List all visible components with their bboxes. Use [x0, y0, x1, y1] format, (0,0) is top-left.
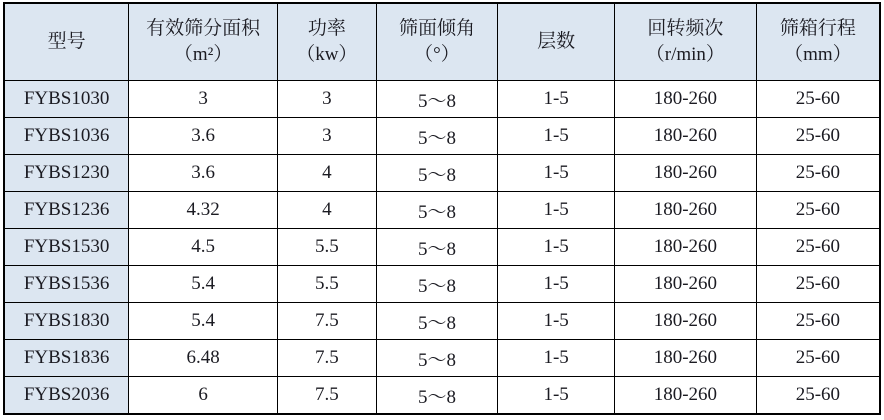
column-unit: （mm） [784, 44, 852, 65]
table-row [4, 81, 880, 118]
cell-model: FYBS1230 [4, 155, 129, 192]
column-unit: （m²） [173, 44, 233, 65]
cell: 5～8 [376, 192, 498, 229]
table-row [4, 340, 880, 377]
column-header-7 [756, 3, 880, 81]
cell: 1-5 [498, 118, 615, 155]
table-header [4, 3, 880, 81]
cell: 3.6 [129, 155, 278, 192]
cell: 180-260 [614, 118, 756, 155]
cell: 1-5 [498, 192, 615, 229]
cell: 25-60 [756, 377, 880, 415]
column-header-6 [614, 3, 756, 81]
cell: 5.5 [278, 229, 377, 266]
column-title: 功率 [307, 18, 346, 40]
cell: 6.48 [129, 340, 278, 377]
column-unit: （kw） [296, 44, 358, 65]
cell-model: FYBS1830 [4, 303, 129, 340]
cell: 5～8 [376, 377, 498, 415]
cell: 5～8 [376, 81, 498, 118]
spec-table [3, 2, 881, 415]
cell: 7.5 [278, 340, 377, 377]
column-title: 筛箱行程 [779, 18, 856, 40]
table-row [4, 303, 880, 340]
cell: 1-5 [498, 155, 615, 192]
cell: 7.5 [278, 377, 377, 415]
cell: 1-5 [498, 266, 615, 303]
cell: 25-60 [756, 81, 880, 118]
table-row [4, 229, 880, 266]
cell: 3.6 [129, 118, 278, 155]
cell: 180-260 [614, 266, 756, 303]
cell: 5～8 [376, 229, 498, 266]
table-row [4, 266, 880, 303]
cell-model: FYBS1036 [4, 118, 129, 155]
cell: 7.5 [278, 303, 377, 340]
table-row [4, 377, 880, 415]
column-header-1 [4, 3, 129, 81]
column-title: 筛面倾角 [398, 18, 475, 40]
cell-model: FYBS1536 [4, 266, 129, 303]
cell-model: FYBS1236 [4, 192, 129, 229]
table-row [4, 118, 880, 155]
cell: 4.32 [129, 192, 278, 229]
cell: 180-260 [614, 81, 756, 118]
cell: 1-5 [498, 229, 615, 266]
cell: 4 [278, 192, 377, 229]
column-title: 型号 [47, 31, 86, 53]
cell: 1-5 [498, 377, 615, 415]
cell: 25-60 [756, 229, 880, 266]
cell: 1-5 [498, 340, 615, 377]
table-row [4, 192, 880, 229]
header-row [4, 3, 880, 81]
column-header-2 [129, 3, 278, 81]
cell-model: FYBS1030 [4, 81, 129, 118]
table-row [4, 155, 880, 192]
cell: 4.5 [129, 229, 278, 266]
cell: 180-260 [614, 377, 756, 415]
cell: 1-5 [498, 81, 615, 118]
column-header-3 [278, 3, 377, 81]
cell: 180-260 [614, 155, 756, 192]
cell: 25-60 [756, 266, 880, 303]
cell: 5～8 [376, 340, 498, 377]
cell: 25-60 [756, 340, 880, 377]
cell: 5.4 [129, 303, 278, 340]
column-header-4 [376, 3, 498, 81]
cell: 3 [278, 81, 377, 118]
cell-model: FYBS1836 [4, 340, 129, 377]
cell: 5～8 [376, 266, 498, 303]
column-header-5 [498, 3, 615, 81]
cell: 4 [278, 155, 377, 192]
cell: 5～8 [376, 303, 498, 340]
cell: 5.5 [278, 266, 377, 303]
table-body [4, 81, 880, 415]
column-title: 有效筛分面积 [146, 18, 261, 40]
column-title: 层数 [537, 31, 576, 53]
cell-model: FYBS1530 [4, 229, 129, 266]
cell: 25-60 [756, 192, 880, 229]
cell: 180-260 [614, 303, 756, 340]
cell-model: FYBS2036 [4, 377, 129, 415]
cell: 6 [129, 377, 278, 415]
cell: 25-60 [756, 118, 880, 155]
cell: 5～8 [376, 155, 498, 192]
cell: 25-60 [756, 155, 880, 192]
cell: 3 [129, 81, 278, 118]
cell: 1-5 [498, 303, 615, 340]
cell: 180-260 [614, 192, 756, 229]
column-title: 回转频次 [647, 18, 724, 40]
cell: 5.4 [129, 266, 278, 303]
column-unit: （°） [414, 44, 460, 65]
cell: 3 [278, 118, 377, 155]
cell: 180-260 [614, 229, 756, 266]
cell: 25-60 [756, 303, 880, 340]
cell: 180-260 [614, 340, 756, 377]
cell: 5～8 [376, 118, 498, 155]
column-unit: （r/min） [645, 44, 725, 65]
